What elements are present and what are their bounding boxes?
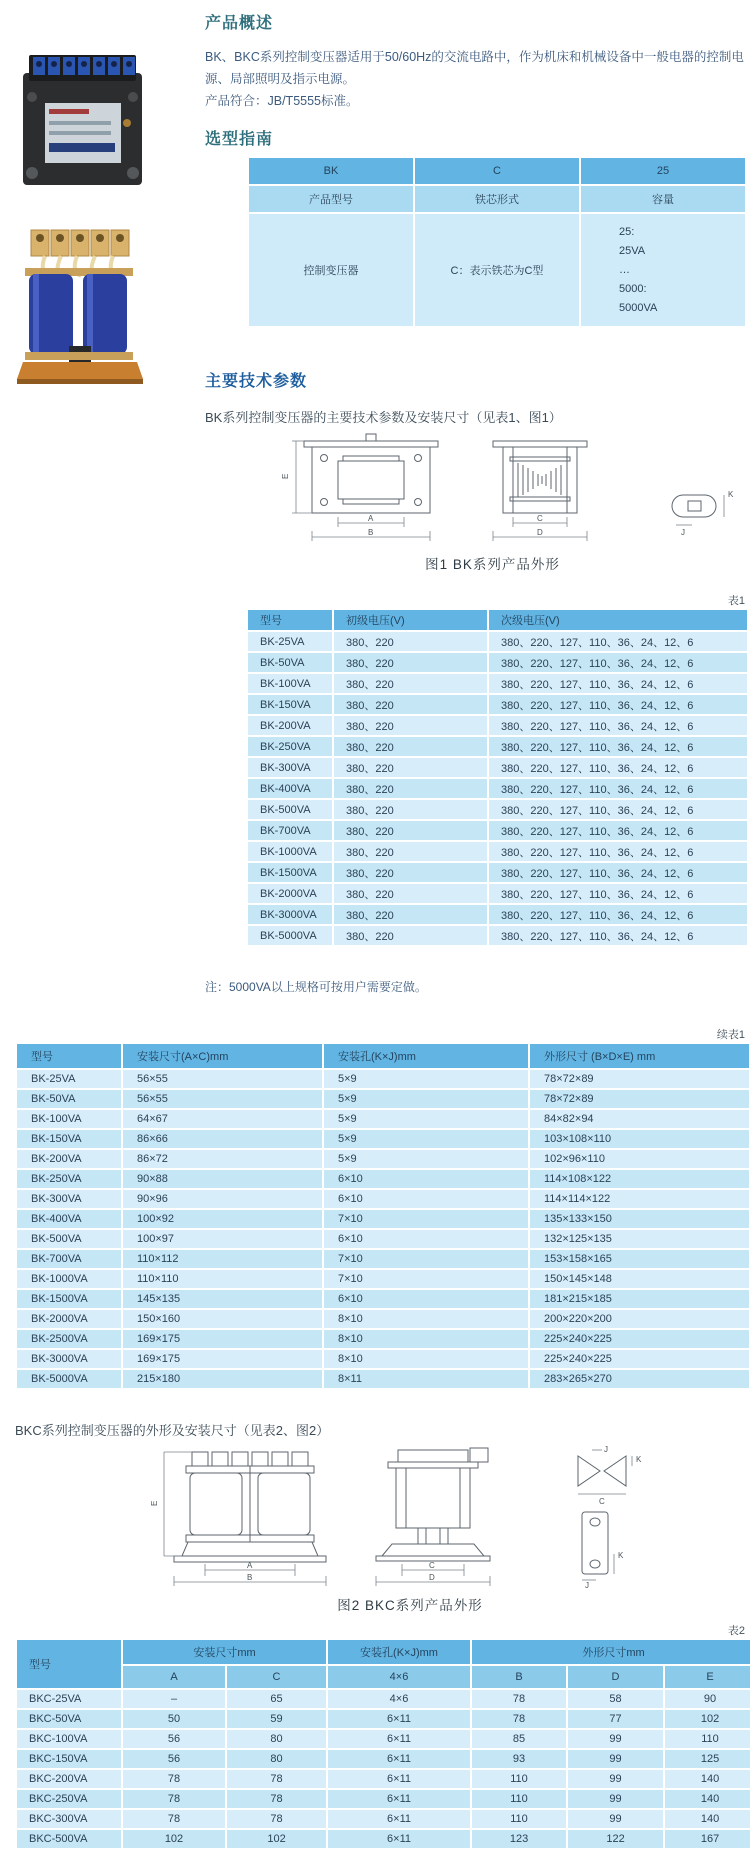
table-cell: BK-250VA xyxy=(248,737,332,756)
table-cell: 102 xyxy=(123,1830,225,1848)
table-cell: 380、220 xyxy=(334,653,487,672)
table-cell: 4×6 xyxy=(328,1666,470,1688)
bkc-dimension-row xyxy=(17,1710,750,1728)
cont-table-label: 续表1 xyxy=(716,1029,745,1041)
bkc-dimension-row xyxy=(17,1750,750,1768)
table-cell: 167 xyxy=(665,1830,750,1848)
bkc-transformer-photo xyxy=(15,222,145,390)
table-cell: 90×88 xyxy=(123,1170,322,1188)
table-cell: 80 xyxy=(227,1750,326,1768)
table-cell: BKC-200VA xyxy=(17,1770,121,1788)
table-cell: BKC-25VA xyxy=(17,1690,121,1708)
fig1-dim-a: A xyxy=(368,514,374,523)
section-title-parameters: 主要技术参数 xyxy=(205,373,308,390)
table-cell: 380、220、127、110、36、24、12、6 xyxy=(489,674,747,693)
table-header-row xyxy=(248,610,747,630)
table-cell: 103×108×110 xyxy=(530,1130,749,1148)
table-cell: 380、220 xyxy=(334,800,487,819)
table-cell: 78×72×89 xyxy=(530,1090,749,1108)
fig2-dim-e: E xyxy=(150,1500,159,1506)
table-cell: E xyxy=(665,1666,750,1688)
table-cell: 380、220、127、110、36、24、12、6 xyxy=(489,737,747,756)
table-cell: 6×11 xyxy=(328,1770,470,1788)
table-cell: BK-5000VA xyxy=(17,1370,121,1388)
table-cell: 114×108×122 xyxy=(530,1170,749,1188)
table-cell: BK-2000VA xyxy=(248,884,332,903)
bk-dimension-row xyxy=(17,1290,749,1308)
table-cell: 型号 xyxy=(17,1640,121,1688)
table-cell: 380、220、127、110、36、24、12、6 xyxy=(489,632,747,651)
bk-dimension-row xyxy=(17,1330,749,1348)
bk-voltage-row xyxy=(248,905,747,924)
table-cell: 6×10 xyxy=(324,1170,528,1188)
table-cell: BK-25VA xyxy=(248,632,332,651)
table-cell: 7×10 xyxy=(324,1250,528,1268)
table-cell: 140 xyxy=(665,1810,750,1828)
bk-voltage-row xyxy=(248,653,747,672)
bk-dimension-row xyxy=(17,1150,749,1168)
table-cell: BK-3000VA xyxy=(248,905,332,924)
table-cell: 6×11 xyxy=(328,1810,470,1828)
terminal-blocks xyxy=(31,230,129,256)
fig1-dim-j: J xyxy=(681,528,685,537)
table-cell: 93 xyxy=(472,1750,566,1768)
capacity-line: 5000: xyxy=(619,282,647,295)
table-cell: BKC-150VA xyxy=(17,1750,121,1768)
bk-dimension-row xyxy=(17,1110,749,1128)
fig1-dim-d: D xyxy=(537,528,543,537)
bk-voltage-row xyxy=(248,863,747,882)
table-cell: – xyxy=(123,1690,225,1708)
table-cell: BKC-50VA xyxy=(17,1710,121,1728)
table-cell: 次级电压(V) xyxy=(489,610,747,630)
fig1-dim-c: C xyxy=(537,514,543,523)
table1-label: 表1 xyxy=(727,595,745,607)
overview-standard: 产品符合：JB/T5555标准。 xyxy=(205,94,359,108)
table-cell: 50 xyxy=(123,1710,225,1728)
table-cell: BK-100VA xyxy=(17,1110,121,1128)
table-cell: 安装孔(K×J)mm xyxy=(328,1640,470,1664)
table-cell: BK-300VA xyxy=(17,1190,121,1208)
table-cell: 380、220 xyxy=(334,779,487,798)
capacity-line: 25: xyxy=(619,225,635,238)
table-cell: BK-500VA xyxy=(248,800,332,819)
fig2-dim-c-top: C xyxy=(599,1497,605,1506)
table-cell: 6×11 xyxy=(328,1730,470,1748)
table-cell: 140 xyxy=(665,1790,750,1808)
table-cell: 99 xyxy=(568,1730,663,1748)
table-cell: 78 xyxy=(472,1690,566,1708)
table-cell: 65 xyxy=(227,1690,326,1708)
table-cell: 5×9 xyxy=(324,1110,528,1128)
table-cell: 150×160 xyxy=(123,1310,322,1328)
bkc-dimension-row xyxy=(17,1770,750,1788)
table-cell: 25 xyxy=(581,158,745,184)
table-cell: 110×110 xyxy=(123,1270,322,1288)
table-cell: 8×11 xyxy=(324,1370,528,1388)
table-cell: A xyxy=(123,1666,225,1688)
table-cell: 380、220 xyxy=(334,758,487,777)
fig2-dim-a: A xyxy=(247,1561,253,1570)
bk-voltage-row xyxy=(248,632,747,651)
fig2-dim-k-top: K xyxy=(636,1455,642,1464)
table-cell: 283×265×270 xyxy=(530,1370,749,1388)
capacity-line: 5000VA xyxy=(619,301,658,314)
table-cell: BK-150VA xyxy=(248,695,332,714)
table2-label: 表2 xyxy=(727,1625,745,1637)
capacity-line: 25VA xyxy=(619,244,646,257)
table-cell: 380、220 xyxy=(334,905,487,924)
table-cell: BK-5000VA xyxy=(248,926,332,945)
table-cell: 140 xyxy=(665,1770,750,1788)
table-cell: 7×10 xyxy=(324,1210,528,1228)
table-cell: 181×215×185 xyxy=(530,1290,749,1308)
bk-dimension-row xyxy=(17,1190,749,1208)
bk-dimension-row xyxy=(17,1270,749,1288)
table-cell: 145×135 xyxy=(123,1290,322,1308)
bk-dimension-row xyxy=(17,1170,749,1188)
terminal-screws xyxy=(33,57,135,75)
table-cell: 78 xyxy=(123,1810,225,1828)
table-cell: 6×10 xyxy=(324,1290,528,1308)
selection-meaning-row xyxy=(249,186,745,212)
bk-voltage-row xyxy=(248,674,747,693)
table-cell: 380、220 xyxy=(334,926,487,945)
table-cell: 7×10 xyxy=(324,1270,528,1288)
bk-voltage-row xyxy=(248,800,747,819)
table-cell: BK-1000VA xyxy=(17,1270,121,1288)
table-cell: 122 xyxy=(568,1830,663,1848)
table-cell: 380、220、127、110、36、24、12、6 xyxy=(489,821,747,840)
table-cell: 6×10 xyxy=(324,1230,528,1248)
table-cell: 78 xyxy=(472,1710,566,1728)
table-cell: 安装尺寸mm xyxy=(123,1640,326,1664)
table-cell: 110 xyxy=(472,1790,566,1808)
table-cell: 86×66 xyxy=(123,1130,322,1148)
table-sub-header-row xyxy=(17,1666,750,1688)
bkc-dimension-row xyxy=(17,1690,750,1708)
table-cell: 56 xyxy=(123,1750,225,1768)
table-cell: BK-50VA xyxy=(17,1090,121,1108)
capacity-line: … xyxy=(619,263,630,276)
table-cell: 5×9 xyxy=(324,1130,528,1148)
table-cell: BKC-100VA xyxy=(17,1730,121,1748)
table-cell: 380、220、127、110、36、24、12、6 xyxy=(489,863,747,882)
capacity-cell xyxy=(581,214,745,326)
table-cell: 114×114×122 xyxy=(530,1190,749,1208)
bk-dimension-row xyxy=(17,1230,749,1248)
fig2-dim-b: B xyxy=(247,1573,253,1582)
table-cell: B xyxy=(472,1666,566,1688)
table-cell: 125 xyxy=(665,1750,750,1768)
table-cell: 380、220 xyxy=(334,821,487,840)
table-cell: 6×11 xyxy=(328,1830,470,1848)
bkc-dimension-row xyxy=(17,1830,750,1848)
table-cell: 铁芯形式 xyxy=(415,186,579,212)
table-cell: 110 xyxy=(665,1730,750,1748)
table-cell: C：表示铁芯为C型 xyxy=(415,214,579,326)
table-cell: BK-400VA xyxy=(17,1210,121,1228)
table-cell: 安装尺寸(A×C)mm xyxy=(123,1044,322,1068)
table-cell: BK-300VA xyxy=(248,758,332,777)
table-cell: 6×10 xyxy=(324,1190,528,1208)
table-cell: 78 xyxy=(123,1790,225,1808)
table-cell: BK-1000VA xyxy=(248,842,332,861)
table-cell: 102×96×110 xyxy=(530,1150,749,1168)
table-cell: BK-200VA xyxy=(248,716,332,735)
selection-guide-table xyxy=(247,156,747,328)
table-cell: 102 xyxy=(227,1830,326,1848)
table-cell: BK-700VA xyxy=(17,1250,121,1268)
bk-dimension-row xyxy=(17,1250,749,1268)
table-cell: 99 xyxy=(568,1790,663,1808)
table-cell: 169×175 xyxy=(123,1350,322,1368)
table-cell: BK-1500VA xyxy=(248,863,332,882)
fig2-dim-k-side: K xyxy=(618,1551,624,1560)
bk-dimensions-table xyxy=(15,1042,750,1390)
table-cell: 85 xyxy=(472,1730,566,1748)
table-cell: 外形尺寸 (B×D×E) mm xyxy=(530,1044,749,1068)
table-group-header-row xyxy=(17,1640,750,1664)
fig2-dim-j-top: J xyxy=(604,1446,608,1454)
table-cell: 型号 xyxy=(248,610,332,630)
bk-voltage-row xyxy=(248,926,747,945)
table-cell: 5×9 xyxy=(324,1070,528,1088)
table-cell: 135×133×150 xyxy=(530,1210,749,1228)
fig1-dim-b: B xyxy=(368,528,374,537)
table-cell: 容量 xyxy=(581,186,745,212)
table-cell: 型号 xyxy=(17,1044,121,1068)
table-cell: 78 xyxy=(123,1770,225,1788)
table-cell: 84×82×94 xyxy=(530,1110,749,1128)
table-cell: BK-700VA xyxy=(248,821,332,840)
table-cell: BKC-500VA xyxy=(17,1830,121,1848)
table-cell: 100×97 xyxy=(123,1230,322,1248)
fig2-dim-j-side: J xyxy=(585,1581,589,1588)
overview-body: BK、BKC系列控制变压器适用于50/60Hz的交流电路中，作为机床和机械设备中一般电器的控制电源、局部照明及指示电源。 xyxy=(205,50,744,86)
table-cell: 56 xyxy=(123,1730,225,1748)
table-cell: 380、220、127、110、36、24、12、6 xyxy=(489,653,747,672)
fig2-dim-c: C xyxy=(429,1561,435,1570)
table-cell: C xyxy=(415,158,579,184)
table-cell: 380、220、127、110、36、24、12、6 xyxy=(489,800,747,819)
bk-dimension-row xyxy=(17,1130,749,1148)
table-cell: BK-400VA xyxy=(248,779,332,798)
bk-params-intro: BK系列控制变压器的主要技术参数及安装尺寸（见表1、图1） xyxy=(205,410,562,425)
bk-voltage-row xyxy=(248,842,747,861)
bk-voltage-row xyxy=(248,716,747,735)
table-cell: 380、220、127、110、36、24、12、6 xyxy=(489,716,747,735)
bk-dimension-row xyxy=(17,1090,749,1108)
table-cell: 78 xyxy=(227,1810,326,1828)
table-cell: BK-3000VA xyxy=(17,1350,121,1368)
table-cell: 380、220 xyxy=(334,632,487,651)
table1-note: 注：5000VA以上规格可按用户需要定做。 xyxy=(205,980,427,994)
table-cell: 5×9 xyxy=(324,1150,528,1168)
bkc-intro: BKC系列控制变压器的外形及安装尺寸（见表2、图2） xyxy=(15,1423,330,1438)
table-cell: 78×72×89 xyxy=(530,1070,749,1088)
bkc-dimensions-table xyxy=(15,1638,750,1850)
table-cell: 56×55 xyxy=(123,1090,322,1108)
table-cell: 380、220、127、110、36、24、12、6 xyxy=(489,758,747,777)
bk-voltage-row xyxy=(248,758,747,777)
bk-dimension-row xyxy=(17,1350,749,1368)
table-cell: 90 xyxy=(665,1690,750,1708)
table-cell: BK-50VA xyxy=(248,653,332,672)
table-header-row xyxy=(17,1044,749,1068)
table-cell: 99 xyxy=(568,1810,663,1828)
bk-dimension-row xyxy=(17,1370,749,1388)
table-cell: 77 xyxy=(568,1710,663,1728)
table-cell: 初级电压(V) xyxy=(334,610,487,630)
bkc-outline-drawing xyxy=(130,1446,690,1588)
table-cell: 控制变压器 xyxy=(249,214,413,326)
table-cell: 100×92 xyxy=(123,1210,322,1228)
table-cell: 58 xyxy=(568,1690,663,1708)
table-cell: 200×220×200 xyxy=(530,1310,749,1328)
table-cell: D xyxy=(568,1666,663,1688)
table-cell: 380、220 xyxy=(334,716,487,735)
table-cell: 380、220 xyxy=(334,695,487,714)
bk-voltage-row xyxy=(248,884,747,903)
selection-code-row xyxy=(249,158,745,184)
table-cell: 110×112 xyxy=(123,1250,322,1268)
bk-voltage-table xyxy=(246,608,749,947)
table-cell: 225×240×225 xyxy=(530,1350,749,1368)
table-cell: 123 xyxy=(472,1830,566,1848)
table-cell: 150×145×148 xyxy=(530,1270,749,1288)
bk-dimension-row xyxy=(17,1210,749,1228)
table-cell: 6×11 xyxy=(328,1750,470,1768)
bk-dimension-row xyxy=(17,1070,749,1088)
table-cell: BK-2000VA xyxy=(17,1310,121,1328)
table-cell: 安装孔(K×J)mm xyxy=(324,1044,528,1068)
table-cell: 99 xyxy=(568,1770,663,1788)
table-cell: 225×240×225 xyxy=(530,1330,749,1348)
bk-voltage-row xyxy=(248,695,747,714)
table-cell: 110 xyxy=(472,1770,566,1788)
table-cell: C xyxy=(227,1666,326,1688)
bk-voltage-row xyxy=(248,779,747,798)
bk-transformer-photo xyxy=(15,45,150,195)
bk-voltage-row xyxy=(248,821,747,840)
table-cell: 380、220 xyxy=(334,842,487,861)
table-cell: 380、220、127、110、36、24、12、6 xyxy=(489,779,747,798)
table-cell: 380、220 xyxy=(334,863,487,882)
selection-detail-row xyxy=(249,214,745,326)
table-cell: BKC-300VA xyxy=(17,1810,121,1828)
fig1-caption: 图1 BK系列产品外形 xyxy=(425,557,560,572)
table-cell: 产品型号 xyxy=(249,186,413,212)
table-cell: 59 xyxy=(227,1710,326,1728)
table-cell: BK xyxy=(249,158,413,184)
section-title-overview: 产品概述 xyxy=(205,15,274,32)
table-cell: 380、220 xyxy=(334,737,487,756)
table-cell: 78 xyxy=(227,1790,326,1808)
table-cell: 8×10 xyxy=(324,1330,528,1348)
table-cell: BK-1500VA xyxy=(17,1290,121,1308)
fig1-dim-k: K xyxy=(728,490,734,499)
fig2-caption: 图2 BKC系列产品外形 xyxy=(337,1598,483,1613)
section-title-selection: 选型指南 xyxy=(205,131,274,148)
bkc-dimension-row xyxy=(17,1810,750,1828)
table-cell: 102 xyxy=(665,1710,750,1728)
table-cell: BK-150VA xyxy=(17,1130,121,1148)
bkc-dimension-row xyxy=(17,1730,750,1748)
bk-voltage-row xyxy=(248,737,747,756)
table-cell: 64×67 xyxy=(123,1110,322,1128)
table-cell: 169×175 xyxy=(123,1330,322,1348)
table-cell: 4×6 xyxy=(328,1690,470,1708)
table-cell: 99 xyxy=(568,1750,663,1768)
table-cell: BK-500VA xyxy=(17,1230,121,1248)
bkc-dimension-row xyxy=(17,1790,750,1808)
table-cell: 78 xyxy=(227,1770,326,1788)
table-cell: 90×96 xyxy=(123,1190,322,1208)
table-cell: BK-200VA xyxy=(17,1150,121,1168)
table-cell: 8×10 xyxy=(324,1350,528,1368)
table-cell: 380、220、127、110、36、24、12、6 xyxy=(489,884,747,903)
table-cell: 153×158×165 xyxy=(530,1250,749,1268)
table-cell: 110 xyxy=(472,1810,566,1828)
fig2-dim-d: D xyxy=(429,1573,435,1582)
table-cell: 215×180 xyxy=(123,1370,322,1388)
table-cell: 380、220、127、110、36、24、12、6 xyxy=(489,842,747,861)
table-cell: 86×72 xyxy=(123,1150,322,1168)
table-cell: 5×9 xyxy=(324,1090,528,1108)
bk-dimension-row xyxy=(17,1310,749,1328)
table-cell: BK-25VA xyxy=(17,1070,121,1088)
table-cell: 8×10 xyxy=(324,1310,528,1328)
table-cell: 132×125×135 xyxy=(530,1230,749,1248)
table-cell: 380、220、127、110、36、24、12、6 xyxy=(489,905,747,924)
table-cell: BK-250VA xyxy=(17,1170,121,1188)
table-cell: 6×11 xyxy=(328,1710,470,1728)
table-cell: 380、220、127、110、36、24、12、6 xyxy=(489,695,747,714)
table-cell: BKC-250VA xyxy=(17,1790,121,1808)
table-cell: 80 xyxy=(227,1730,326,1748)
fig1-dim-e: E xyxy=(281,473,290,479)
table-cell: 380、220 xyxy=(334,674,487,693)
table-cell: BK-100VA xyxy=(248,674,332,693)
bk-outline-drawing xyxy=(240,433,745,547)
table-cell: 外形尺寸mm xyxy=(472,1640,750,1664)
table-cell: 380、220、127、110、36、24、12、6 xyxy=(489,926,747,945)
table-cell: BK-2500VA xyxy=(17,1330,121,1348)
table-cell: 380、220 xyxy=(334,884,487,903)
table-cell: 6×11 xyxy=(328,1790,470,1808)
table-cell: 56×55 xyxy=(123,1070,322,1088)
